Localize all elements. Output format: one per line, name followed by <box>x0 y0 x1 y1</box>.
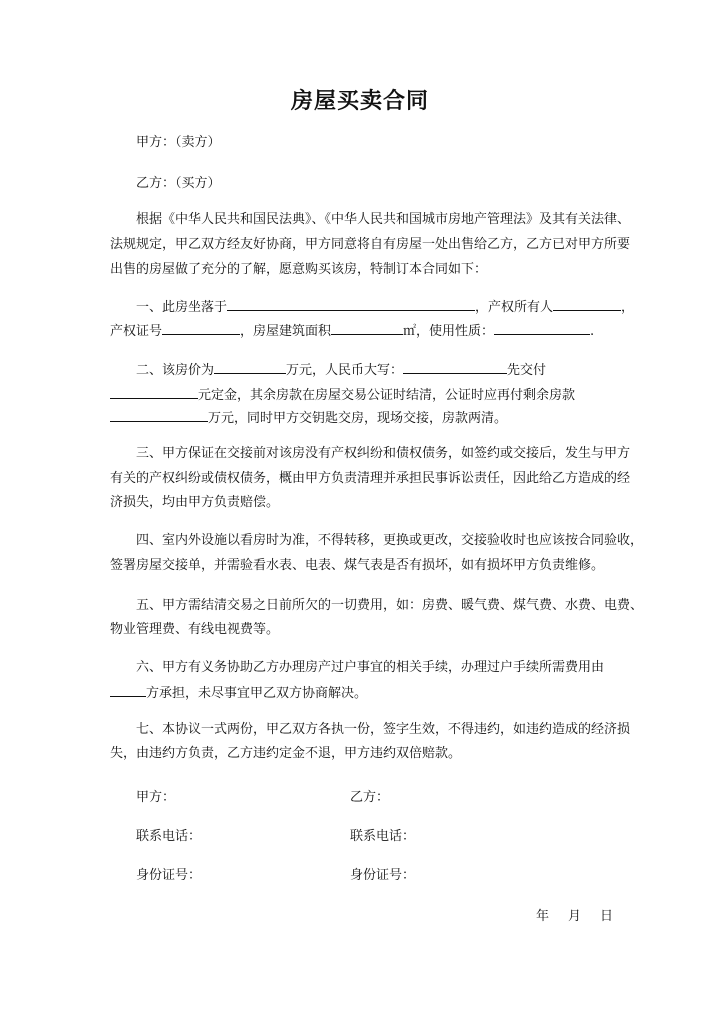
clause-5-line-1: 五、甲方需结清交易之日前所欠的一切费用，如：房费、暖气费、煤气费、水费、电费、 <box>136 598 644 613</box>
clause-7-line-2: 失，由违约方负责，乙方违约定金不退，甲方违约双倍赔款。 <box>110 746 462 761</box>
clause-6-line-1: 六、甲方有义务协助乙方办理房产过户事宜的相关手续，办理过户手续所需费用由 <box>136 660 605 675</box>
party-a-phone-label: 联系电话： <box>136 829 202 844</box>
date-year: 年 <box>536 909 550 924</box>
signature-party-a: 甲方： <box>136 790 176 805</box>
party-b-id-label: 身份证号： <box>350 868 416 883</box>
date-day: 日 <box>600 909 614 924</box>
usage-blank <box>494 321 590 335</box>
clause-3-line-1: 三、甲方保证在交接前对该房没有产权纠纷和债权债务，如签约或交接后，发生与甲方 <box>136 446 631 461</box>
date-line <box>536 905 613 924</box>
preamble-line-3: 出售的房屋做了充分的了解，愿意购买该房，特制订本合同如下： <box>110 262 488 277</box>
clause-7-line-1: 七、本协议一式两份，甲乙双方各执一份，签字生效，不得违约，如违约造成的经济损 <box>136 722 631 737</box>
clause-2-line-2: 元定金，其余房款在房屋交易公证时结清，公证时应再付剩余房款 <box>110 385 575 405</box>
owner-blank <box>553 297 621 311</box>
price-in-words-blank <box>403 360 507 374</box>
clause-2-line-1: 二、该房价为 万元，人民币大写： 先交付 <box>136 360 546 380</box>
clause-6-line-2: 方承担，未尽事宜甲乙双方协商解决。 <box>110 683 367 703</box>
date-month: 月 <box>568 909 582 924</box>
preamble-line-2: 法规规定，甲乙双方经友好协商，甲方同意将自有房屋一处出售给乙方，乙方已对甲方所要 <box>110 237 631 252</box>
price-blank <box>214 360 286 374</box>
deposit-blank <box>110 385 198 399</box>
clause-3-line-3: 济损失，均由甲方负责赔偿。 <box>110 495 280 510</box>
party-b-phone-label: 联系电话： <box>350 829 416 844</box>
clause-3-line-2: 有关的产权纠纷或债权债务，概由甲方负责清理并承担民事诉讼责任，因此给乙方造成的经 <box>110 471 631 486</box>
certificate-number-blank <box>162 321 240 335</box>
party-a-id-label: 身份证号： <box>136 868 202 883</box>
preamble-line-1: 根据《中华人民共和国民法典》、《中华人民共和国城市房地产管理法》及其有关法律、 <box>136 212 631 227</box>
clause-1-line-2: 产权证号 ，房屋建筑面积 ㎡，使用性质： . <box>110 321 594 341</box>
fee-payer-blank <box>110 683 146 697</box>
remaining-payment-blank <box>110 408 208 422</box>
clause-4-line-1: 四、室内外设施以看房时为准，不得转移，更换或更改，交接验收时也应该按合同验收， <box>136 533 644 548</box>
clause-2-line-3: 万元，同时甲方交钥匙交房，现场交接，房款两清。 <box>110 408 507 428</box>
location-blank <box>227 297 475 311</box>
party-b-buyer: 乙方：（买方） <box>136 176 221 191</box>
signature-party-b: 乙方： <box>350 790 390 805</box>
page-title: 房屋买卖合同 <box>290 89 429 114</box>
floor-area-blank <box>331 321 403 335</box>
party-a-seller: 甲方：（卖方） <box>136 135 221 150</box>
clause-4-line-2: 签署房屋交接单，并需验看水表、电表、煤气表是否有损坏，如有损坏甲方负责维修。 <box>110 558 605 573</box>
clause-5-line-2: 物业管理费、有线电视费等。 <box>110 622 280 637</box>
clause-1-line-1: 一、此房坐落于 ，产权所有人 ， <box>136 297 634 317</box>
